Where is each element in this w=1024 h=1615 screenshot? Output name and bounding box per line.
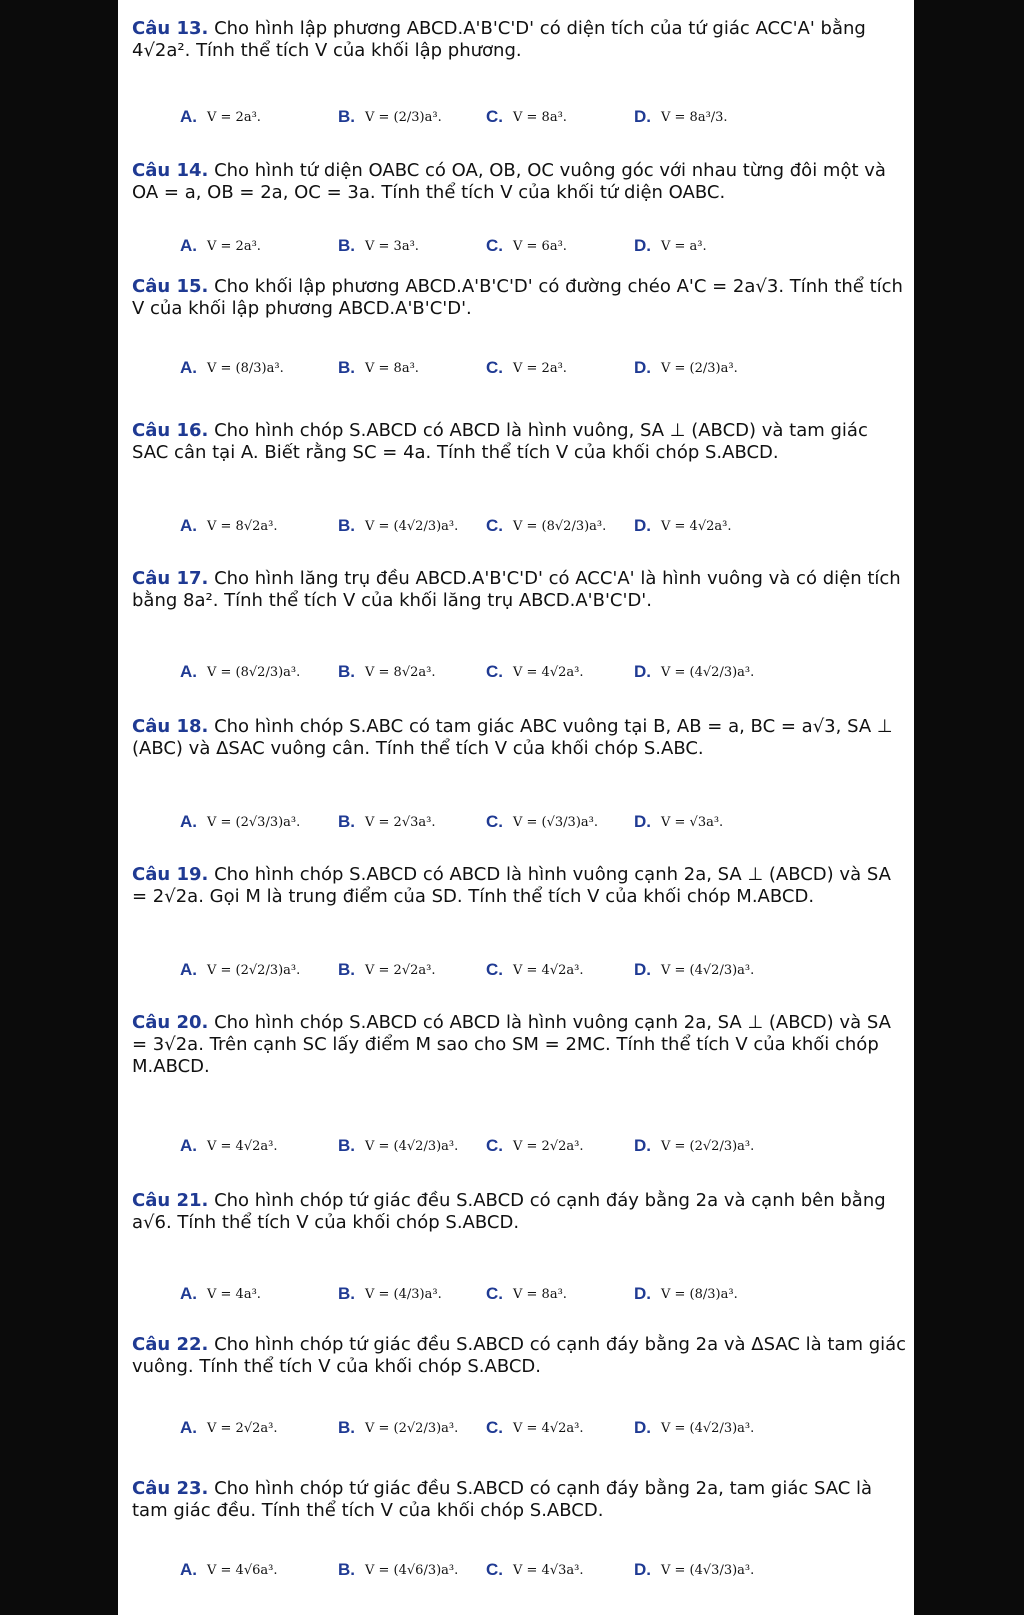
question-label: Câu 19. [132,864,209,885]
option-b: B. V = (4√6/3)a³. [338,1560,459,1579]
question-label: Câu 14. [132,160,209,181]
option-c: C. V = 8a³. [486,107,567,126]
option-b: B. V = (2/3)a³. [338,107,442,126]
option-c: C. V = 4√3a³. [486,1560,584,1579]
question-label: Câu 20. [132,1012,209,1033]
option-b: B. V = (4√2/3)a³. [338,516,459,535]
question-13 [132,18,908,62]
question-label: Câu 23. [132,1478,209,1499]
question-text: Cho hình lập phương ABCD.A'B'C'D' có diện tích của tứ giác ACC'A' bằng 4√2a². Tính thể tích V của khối lập phương. [132,18,866,61]
question-label: Câu 21. [132,1190,209,1211]
question-17 [132,568,908,612]
question-text: Cho hình lăng trụ đều ABCD.A'B'C'D' có ACC'A' là hình vuông và có diện tích bằng 8a². Tính thể tích V của khối lăng trụ ABCD.A'B'C'D'. [132,568,901,611]
option-c: C. V = 6a³. [486,236,567,255]
option-d: D. V = √3a³. [634,812,724,831]
option-a: A. V = 4√2a³. [180,1136,278,1155]
option-d: D. V = (4√3/3)a³. [634,1560,755,1579]
option-a: A. V = 2√2a³. [180,1418,278,1437]
option-a: A. V = 2a³. [180,236,261,255]
question-text: Cho khối lập phương ABCD.A'B'C'D' có đường chéo A'C = 2a√3. Tính thể tích V của khối lập phương ABCD.A'B'C'D'. [132,276,903,319]
option-c: C. V = 4√2a³. [486,662,584,681]
option-b: B. V = 8a³. [338,358,419,377]
question-22 [132,1334,908,1378]
option-d: D. V = 8a³/3. [634,107,728,126]
question-text: Cho hình chóp S.ABCD có ABCD là hình vuông, SA ⊥ (ABCD) và tam giác SAC cân tại A. Biết rằng SC = 4a. Tính thể tích V của khối chóp S.ABCD. [132,420,868,463]
question-label: Câu 17. [132,568,209,589]
question-15 [132,276,908,320]
question-text: Cho hình chóp S.ABCD có ABCD là hình vuông cạnh 2a, SA ⊥ (ABCD) và SA = 3√2a. Trên cạnh SC lấy điểm M sao cho SM = 2MC. Tính thể tích V của khối chóp M.ABCD. [132,1012,891,1077]
option-c: C. V = 8a³. [486,1284,567,1303]
question-text: Cho hình chóp tứ giác đều S.ABCD có cạnh đáy bằng 2a và ΔSAC là tam giác vuông. Tính thể tích V của khối chóp S.ABCD. [132,1334,907,1377]
option-a: A. V = 4√6a³. [180,1560,278,1579]
option-a: A. V = (2√2/3)a³. [180,960,301,979]
option-b: B. V = (2√2/3)a³. [338,1418,459,1437]
question-20 [132,1012,908,1078]
option-d: D. V = (4√2/3)a³. [634,1418,755,1437]
option-b: B. V = (4/3)a³. [338,1284,442,1303]
option-c: C. V = (8√2/3)a³. [486,516,607,535]
option-c: C. V = 4√2a³. [486,1418,584,1437]
option-b: B. V = 8√2a³. [338,662,436,681]
question-label: Câu 16. [132,420,209,441]
option-a: A. V = (2√3/3)a³. [180,812,301,831]
option-d: D. V = (4√2/3)a³. [634,960,755,979]
option-c: C. V = 2a³. [486,358,567,377]
question-text: Cho hình chóp tứ giác đều S.ABCD có cạnh đáy bằng 2a, tam giác SAC là tam giác đều. Tính thể tích V của khối chóp S.ABCD. [132,1478,873,1521]
option-d: D. V = (4√2/3)a³. [634,662,755,681]
question-16 [132,420,908,464]
option-a: A. V = 2a³. [180,107,261,126]
option-b: B. V = 2√3a³. [338,812,436,831]
option-a: A. V = 4a³. [180,1284,261,1303]
option-d: D. V = (2/3)a³. [634,358,738,377]
question-text: Cho hình tứ diện OABC có OA, OB, OC vuông góc với nhau từng đôi một và OA = a, OB = 2a, OC = 3a. Tính thể tích V của khối tứ diện OABC. [132,160,886,203]
option-a: A. V = (8√2/3)a³. [180,662,301,681]
question-14 [132,160,908,204]
question-21 [132,1190,908,1234]
question-18 [132,716,908,760]
question-label: Câu 18. [132,716,209,737]
question-label: Câu 13. [132,18,209,39]
option-b: B. V = 2√2a³. [338,960,436,979]
option-c: C. V = 4√2a³. [486,960,584,979]
option-b: B. V = 3a³. [338,236,419,255]
option-d: D. V = (8/3)a³. [634,1284,738,1303]
question-text: Cho hình chóp S.ABC có tam giác ABC vuông tại B, AB = a, BC = a√3, SA ⊥ (ABC) và ΔSAC vuông cân. Tính thể tích V của khối chóp S.ABC. [132,716,893,759]
option-c: C. V = 2√2a³. [486,1136,584,1155]
question-text: Cho hình chóp tứ giác đều S.ABCD có cạnh đáy bằng 2a và cạnh bên bằng a√6. Tính thể tích V của khối chóp S.ABCD. [132,1190,886,1233]
question-text: Cho hình chóp S.ABCD có ABCD là hình vuông cạnh 2a, SA ⊥ (ABCD) và SA = 2√2a. Gọi M là trung điểm của SD. Tính thể tích V của khối chóp M.ABCD. [132,864,891,907]
option-c: C. V = (√3/3)a³. [486,812,598,831]
option-d: D. V = 4√2a³. [634,516,732,535]
option-b: B. V = (4√2/3)a³. [338,1136,459,1155]
question-label: Câu 15. [132,276,209,297]
question-23 [132,1478,908,1522]
option-a: A. V = 8√2a³. [180,516,278,535]
question-19 [132,864,908,908]
question-label: Câu 22. [132,1334,209,1355]
option-d: D. V = (2√2/3)a³. [634,1136,755,1155]
option-d: D. V = a³. [634,236,707,255]
option-a: A. V = (8/3)a³. [180,358,284,377]
document-page [118,0,914,1615]
